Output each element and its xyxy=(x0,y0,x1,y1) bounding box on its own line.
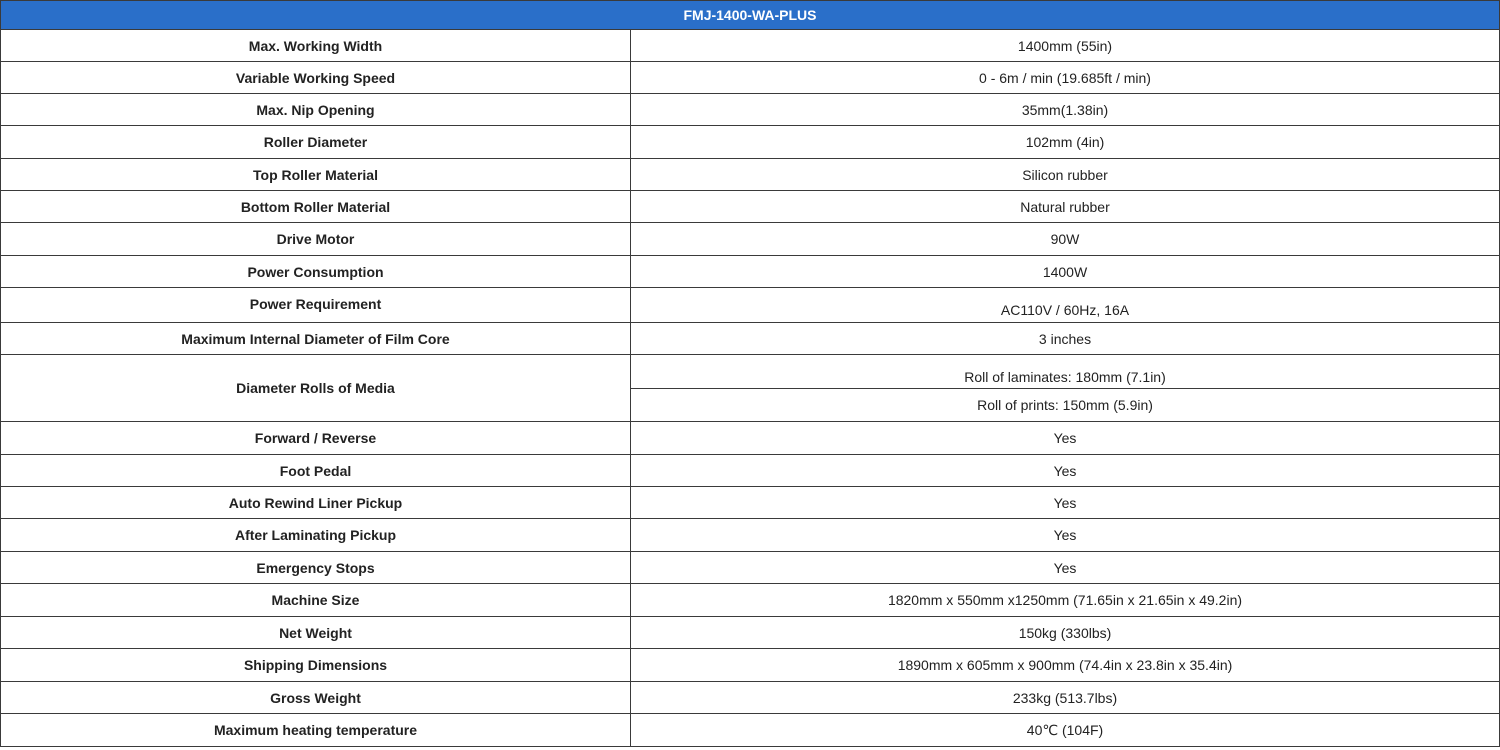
spec-label: Max. Working Width xyxy=(1,30,631,61)
spec-label: After Laminating Pickup xyxy=(1,519,631,551)
spec-value: Natural rubber xyxy=(1020,198,1110,215)
table-row xyxy=(0,288,1500,323)
spec-label: Net Weight xyxy=(1,617,631,648)
spec-value: Yes xyxy=(1053,527,1077,543)
spec-label: Emergency Stops xyxy=(1,552,631,583)
table-row xyxy=(0,323,1500,355)
spec-value: 40℃ (104F) xyxy=(1026,721,1104,738)
spec-value: 102mm (4in) xyxy=(1025,134,1105,150)
table-row xyxy=(0,617,1500,649)
spec-value: AC110V / 60Hz, 16A xyxy=(1000,302,1130,318)
spec-label: Gross Weight xyxy=(1,682,631,713)
spec-value: Yes xyxy=(1053,494,1077,511)
table-row xyxy=(0,355,1500,422)
table-row xyxy=(0,191,1500,223)
spec-label: Foot Pedal xyxy=(1,455,631,486)
spec-label: Power Consumption xyxy=(1,256,631,287)
spec-value: 1400mm (55in) xyxy=(1017,37,1113,54)
spec-value: 150kg (330lbs) xyxy=(1018,624,1112,641)
spec-label: Shipping Dimensions xyxy=(1,649,631,681)
table-row xyxy=(0,223,1500,256)
spec-label: Auto Rewind Liner Pickup xyxy=(1,487,631,518)
spec-value: 1890mm x 605mm x 900mm (74.4in x 23.8in x 35.4in) xyxy=(897,657,1233,673)
table-row xyxy=(0,584,1500,617)
spec-value: 90W xyxy=(1050,231,1080,247)
spec-label: Roller Diameter xyxy=(1,126,631,158)
table-row xyxy=(0,126,1500,159)
table-row xyxy=(0,519,1500,552)
spec-label: Diameter Rolls of Media xyxy=(1,355,631,421)
table-row xyxy=(0,30,1500,62)
spec-value: 3 inches xyxy=(1038,330,1092,347)
table-row xyxy=(0,256,1500,288)
spec-label: Machine Size xyxy=(1,584,631,616)
table-row xyxy=(0,682,1500,714)
spec-value: Roll of prints: 150mm (5.9in) xyxy=(977,397,1153,413)
spec-label: Forward / Reverse xyxy=(1,422,631,454)
spec-value-group xyxy=(631,355,1499,421)
table-row xyxy=(0,62,1500,94)
spec-value: 35mm(1.38in) xyxy=(1021,101,1109,118)
table-row xyxy=(0,159,1500,191)
table-row xyxy=(0,422,1500,455)
spec-value: Yes xyxy=(1053,559,1077,576)
table-title: FMJ-1400-WA-PLUS xyxy=(0,0,1500,30)
spec-label: Top Roller Material xyxy=(1,159,631,190)
table-row xyxy=(0,552,1500,584)
spec-label: Variable Working Speed xyxy=(1,62,631,93)
spec-value: 1400W xyxy=(1042,263,1088,280)
spec-value: 233kg (513.7lbs) xyxy=(1012,689,1118,706)
spec-label: Maximum Internal Diameter of Film Core xyxy=(1,323,631,354)
table-row xyxy=(0,455,1500,487)
spec-value: Silicon rubber xyxy=(1022,166,1108,183)
spec-value: Yes xyxy=(1053,462,1077,479)
spec-label: Maximum heating temperature xyxy=(1,714,631,746)
spec-label: Max. Nip Opening xyxy=(1,94,631,125)
spec-value: 0 - 6m / min (19.685ft / min) xyxy=(979,69,1151,86)
spec-value: Yes xyxy=(1053,430,1077,446)
table-row xyxy=(0,649,1500,682)
table-row xyxy=(0,487,1500,519)
spec-label: Power Requirement xyxy=(1,288,631,322)
spec-value: 1820mm x 550mm x1250mm (71.65in x 21.65in x 49.2in) xyxy=(887,592,1243,608)
spec-label: Drive Motor xyxy=(1,223,631,255)
spec-value: Roll of laminates: 180mm (7.1in) xyxy=(631,355,1499,389)
table-row xyxy=(0,714,1500,747)
table-row xyxy=(0,94,1500,126)
spec-label: Bottom Roller Material xyxy=(1,191,631,222)
